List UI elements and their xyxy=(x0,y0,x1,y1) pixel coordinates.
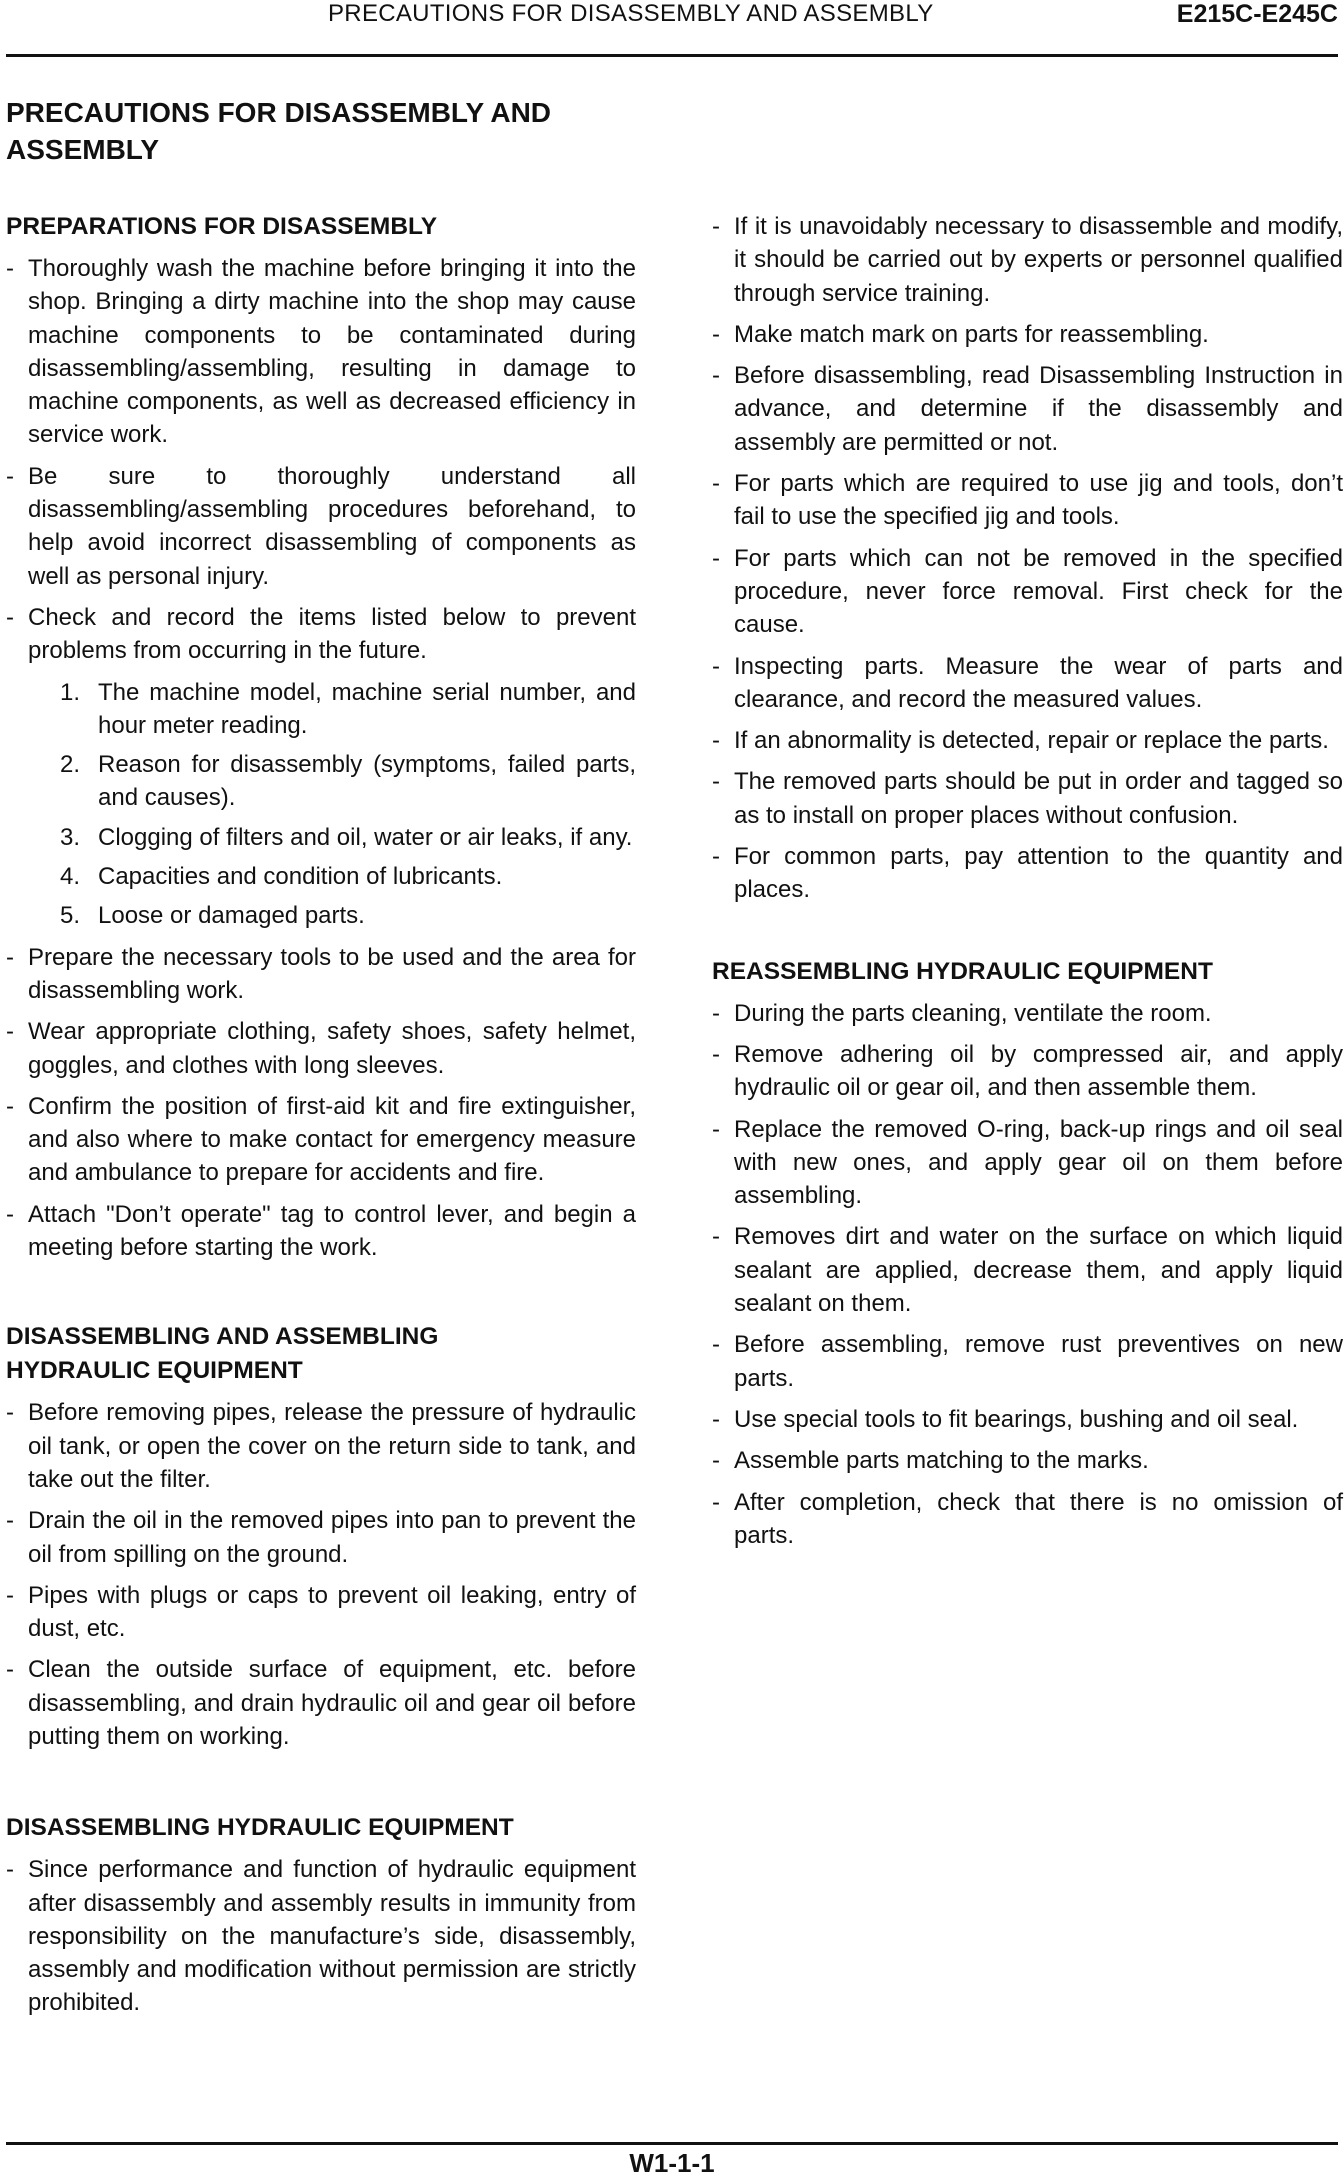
numbered-item-text: Clogging of filters and oil, water or air leaks, if any. xyxy=(98,823,633,851)
list-item-text: Since performance and function of hydraulic equipment after disassembly and assembly results in immunity from responsibility on the manufacture’s side, disassembly, assembly and modification without permission are strictly prohibited. xyxy=(28,1856,636,2017)
list-item xyxy=(712,1113,1343,1213)
numbered-item xyxy=(6,860,636,893)
list-item xyxy=(712,650,1343,717)
list-item xyxy=(712,840,1343,907)
list-item-text: The removed parts should be put in order and tagged so as to install on proper places without confusion. xyxy=(734,768,1343,829)
list-item-text: For parts which can not be removed in the specified procedure, never force removal. First check for the cause. xyxy=(734,544,1343,639)
list-item-text: Use special tools to fit bearings, bushing and oil seal. xyxy=(734,1405,1299,1433)
numbered-list-check-items xyxy=(6,676,636,933)
list-item xyxy=(6,1853,636,2019)
list-item xyxy=(712,542,1343,642)
bullet-dash: - xyxy=(712,470,720,498)
list-item-text: Remove adhering oil by compressed air, and apply hydraulic oil or gear oil, and then assemble them. xyxy=(734,1040,1343,1102)
list-item-text: Inspecting parts. Measure the wear of parts and clearance, and record the measured values. xyxy=(734,652,1343,713)
bullet-dash: - xyxy=(712,768,720,796)
bullet-dash: - xyxy=(6,1092,14,1120)
bullet-dash: - xyxy=(6,603,14,631)
list-item xyxy=(712,997,1343,1030)
numbered-item-text: Reason for disassembly (symptoms, failed parts, and causes). xyxy=(98,751,636,812)
list-item xyxy=(6,1504,636,1571)
list-item xyxy=(712,318,1343,351)
list-item-text: Thoroughly wash the machine before bringing it into the shop. Bringing a dirty machine into the shop may cause machine components to be contaminated during disassembling/assembling, resulting in damage to machine components, as well as decreased efficiency in service work. xyxy=(28,255,636,449)
list-item-text: After completion, check that there is no omission of parts. xyxy=(734,1488,1343,1549)
numbered-item-text: The machine model, machine serial number, and hour meter reading. xyxy=(98,678,636,739)
right-column xyxy=(712,210,1343,1560)
numbered-item xyxy=(6,899,636,932)
bullet-dash: - xyxy=(6,462,14,490)
section-title-preparations: PREPARATIONS FOR DISASSEMBLY xyxy=(6,213,438,240)
bullet-dash: - xyxy=(6,1656,14,1684)
header-title: PRECAUTIONS FOR DISASSEMBLY AND ASSEMBLY xyxy=(328,0,934,27)
list-item-text: Check and record the items listed below to prevent problems from occurring in the future. xyxy=(28,603,636,665)
list-item-text: If it is unavoidably necessary to disassemble and modify, it should be carried out by experts or personnel qualified through service training. xyxy=(734,213,1343,307)
bullet-dash: - xyxy=(712,362,720,390)
list-item-text: Wear appropriate clothing, safety shoes, safety helmet, goggles, and clothes with long sleeves. xyxy=(28,1018,636,1079)
list-item xyxy=(712,1444,1343,1477)
bullet-dash: - xyxy=(6,1399,14,1427)
bullet-dash: - xyxy=(6,943,14,971)
list-item-text: Drain the oil in the removed pipes into pan to prevent the oil from spilling on the ground. xyxy=(28,1507,636,1568)
bullet-dash: - xyxy=(712,1405,720,1433)
page-header xyxy=(6,0,1338,57)
item-number: 3. xyxy=(60,823,81,851)
list-item xyxy=(6,1198,636,1265)
list-item xyxy=(6,1015,636,1082)
list-item-text: Removes dirt and water on the surface on which liquid sealant are applied, decrease them, and apply liquid sealant on them. xyxy=(734,1223,1343,1318)
list-disassembling xyxy=(6,1853,636,2019)
bullet-dash: - xyxy=(712,1040,720,1068)
list-item xyxy=(6,1653,636,1753)
list-item xyxy=(712,765,1343,832)
bullet-dash: - xyxy=(712,213,720,240)
list-item xyxy=(6,941,636,1008)
bullet-dash: - xyxy=(712,1223,720,1251)
bullet-dash: - xyxy=(6,1018,14,1046)
bullet-dash: - xyxy=(6,255,14,282)
list-right-top xyxy=(712,210,1343,907)
list-item xyxy=(712,1403,1343,1436)
list-item xyxy=(6,601,636,668)
list-item-text: Before assembling, remove rust preventives on new parts. xyxy=(734,1331,1343,1392)
bullet-dash: - xyxy=(712,544,720,572)
list-item-text: Be sure to thoroughly understand all disassembling/assembling procedures beforehand, to help avoid incorrect disassembling of components as well as personal injury. xyxy=(28,462,636,590)
numbered-item xyxy=(6,821,636,854)
list-item-text: Replace the removed O-ring, back-up rings and oil seal with new ones, and apply gear oil on them before assembling. xyxy=(734,1115,1343,1210)
page-number: W1-1-1 xyxy=(629,2148,715,2178)
list-item xyxy=(712,1038,1343,1105)
list-item-text: Confirm the position of first-aid kit and fire extinguisher, and also where to make contact for emergency measure and ambulance to prepare for accidents and fire. xyxy=(28,1092,636,1187)
header-model: E215C-E245C xyxy=(1176,0,1338,28)
section-title-disassembling: DISASSEMBLING HYDRAULIC EQUIPMENT xyxy=(6,1814,514,1842)
bullet-dash: - xyxy=(712,1115,720,1143)
list-item xyxy=(712,210,1343,310)
numbered-item xyxy=(6,748,636,815)
list-preparations-b xyxy=(6,941,636,1265)
numbered-item-text: Capacities and condition of lubricants. xyxy=(98,863,503,891)
bullet-dash: - xyxy=(712,320,720,348)
bullet-dash: - xyxy=(712,999,720,1027)
list-item-text: Attach "Don’t operate" tag to control lever, and begin a meeting before starting the work. xyxy=(28,1200,636,1262)
bullet-dash: - xyxy=(6,1581,14,1609)
item-number: 5. xyxy=(60,902,81,930)
list-item xyxy=(712,1220,1343,1320)
section-title-dis-and-assem xyxy=(6,1320,636,1388)
bullet-dash: - xyxy=(712,1488,720,1516)
list-item xyxy=(6,460,636,593)
list-dis-and-assem xyxy=(6,1396,636,1753)
bullet-dash: - xyxy=(712,1447,720,1475)
list-item xyxy=(6,1090,636,1190)
bullet-dash: - xyxy=(712,727,720,755)
list-item xyxy=(712,724,1343,757)
list-item-text: For common parts, pay attention to the quantity and places. xyxy=(734,843,1343,904)
item-number: 2. xyxy=(60,751,81,779)
section-title-line: HYDRAULIC EQUIPMENT xyxy=(6,1357,303,1385)
list-item xyxy=(712,359,1343,459)
page-title: PRECAUTIONS FOR DISASSEMBLY AND ASSEMBLY xyxy=(6,97,552,165)
section-title-line: DISASSEMBLING AND ASSEMBLING xyxy=(6,1323,439,1351)
list-item-text: Before removing pipes, release the pressure of hydraulic oil tank, or open the cover on the return side to tank, and take out the filter. xyxy=(28,1399,636,1493)
list-item-text: Pipes with plugs or caps to prevent oil leaking, entry of dust, etc. xyxy=(28,1581,636,1643)
bullet-dash: - xyxy=(6,1200,14,1228)
list-item-text: If an abnormality is detected, repair or replace the parts. xyxy=(734,727,1329,755)
bullet-dash: - xyxy=(712,652,720,680)
list-preparations-a xyxy=(6,252,636,668)
list-item-text: Prepare the necessary tools to be used and the area for disassembling work. xyxy=(28,943,636,1004)
list-item-text: Clean the outside surface of equipment, etc. before disassembling, and drain hydraulic oil and gear oil before putting them on working. xyxy=(28,1656,636,1750)
list-item xyxy=(6,1579,636,1646)
item-number: 1. xyxy=(60,678,81,706)
list-item xyxy=(6,1396,636,1496)
section-title-reassembling: REASSEMBLING HYDRAULIC EQUIPMENT xyxy=(712,957,1213,985)
bullet-dash: - xyxy=(712,843,720,871)
footer-rule xyxy=(6,2142,1338,2145)
list-item-text: Before disassembling, read Disassembling Instruction in advance, and determine if the disassembly and assembly are permitted or not. xyxy=(734,362,1343,456)
bullet-dash: - xyxy=(6,1856,14,1884)
list-item xyxy=(712,1486,1343,1553)
list-item-text: Make match mark on parts for reassembling. xyxy=(734,320,1209,348)
list-item-text: Assemble parts matching to the marks. xyxy=(734,1447,1149,1475)
list-item-text: During the parts cleaning, ventilate the room. xyxy=(734,999,1212,1027)
left-column xyxy=(6,210,636,2028)
numbered-item xyxy=(6,676,636,743)
list-item xyxy=(712,1328,1343,1395)
list-item xyxy=(6,252,636,452)
list-item-text: For parts which are required to use jig and tools, don’t fail to use the specified jig and tools. xyxy=(734,470,1343,531)
list-reassembling xyxy=(712,997,1343,1552)
item-number: 4. xyxy=(60,863,81,891)
bullet-dash: - xyxy=(712,1331,720,1359)
list-item xyxy=(712,467,1343,534)
bullet-dash: - xyxy=(6,1507,14,1535)
numbered-item-text: Loose or damaged parts. xyxy=(98,902,365,930)
